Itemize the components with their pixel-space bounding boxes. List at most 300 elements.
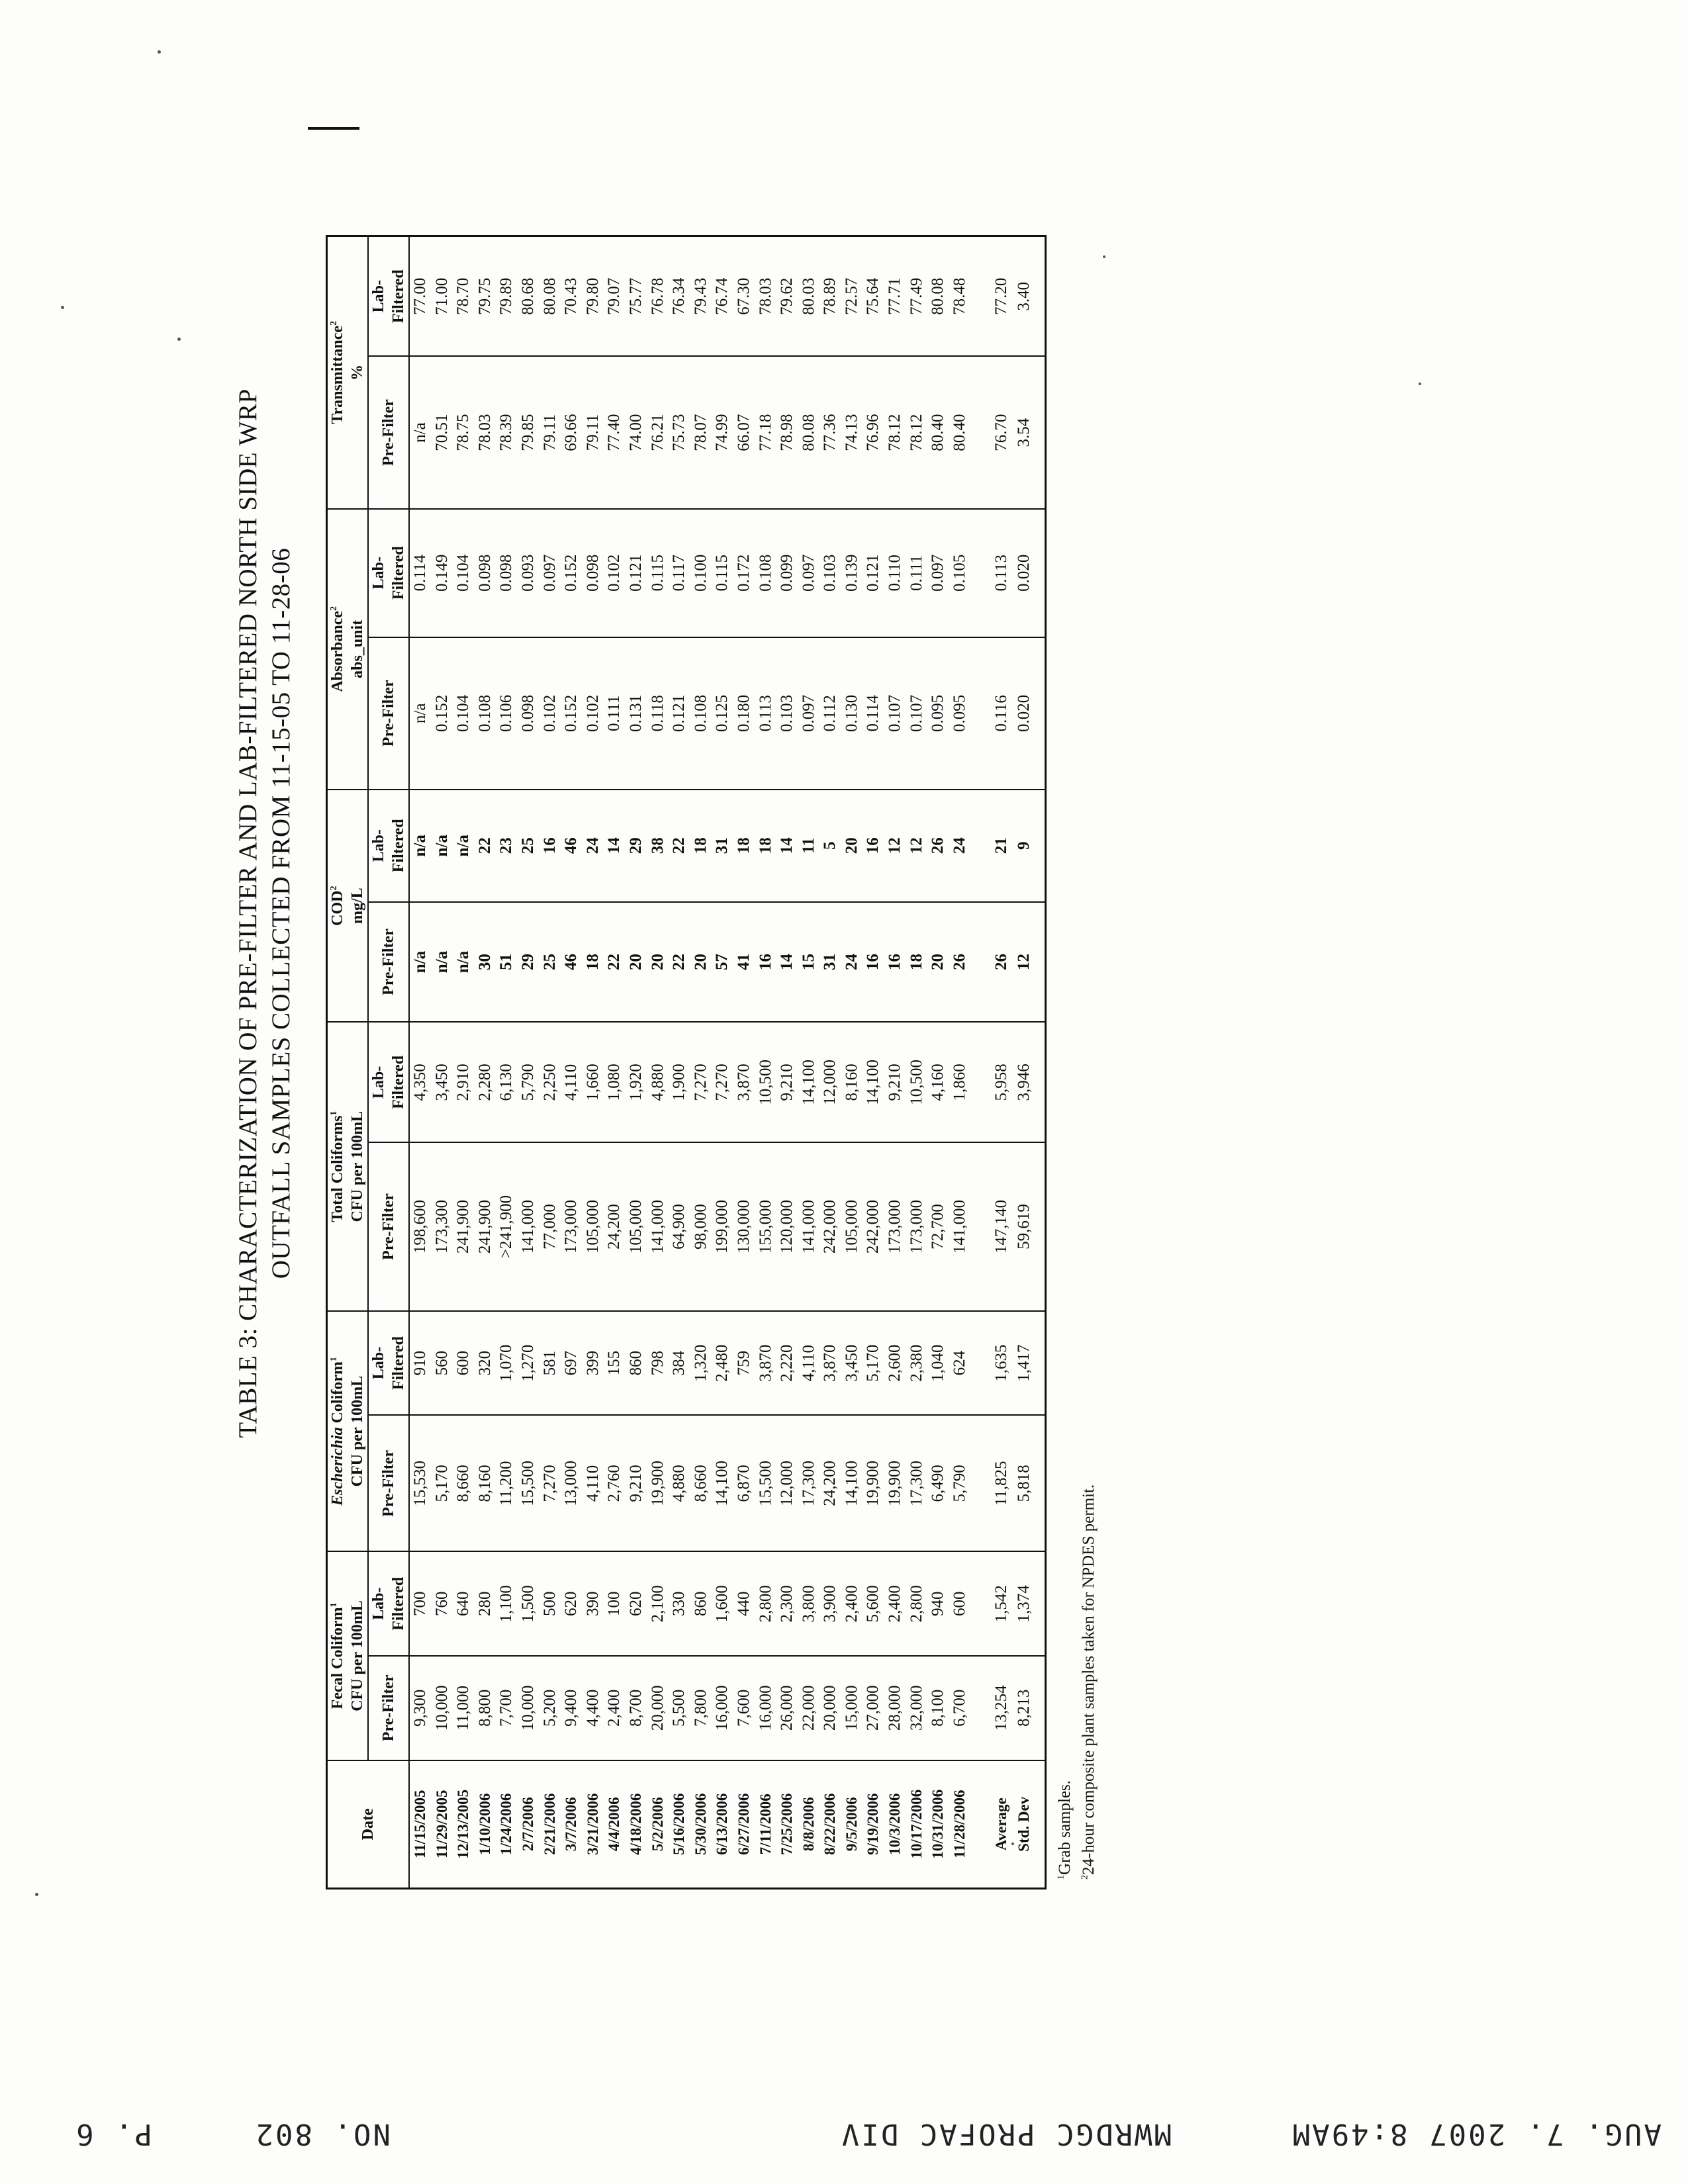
abs-pre-cell: 0.112 [820,637,841,790]
ec-pre-cell: 15,500 [518,1415,539,1551]
cod-pre-cell: 22 [669,902,690,1023]
tr-lab-cell: 76.34 [669,236,690,357]
scan-speck [1419,383,1421,385]
cod-lab-cell: 21 [990,790,1013,902]
tr-lab-cell: 79.75 [475,236,496,357]
cod-lab-cell: 12 [906,790,928,902]
tc-lab-cell: 10,500 [755,1022,777,1142]
cod-lab-cell: 18 [690,790,712,902]
cod-lab-cell: 18 [733,790,755,902]
date-cell: 3/7/2006 [561,1760,583,1889]
abs-pre-cell: 0.152 [432,637,453,790]
scan-speck [177,338,181,341]
tc-lab-cell: 4,160 [927,1022,949,1142]
tr-lab-cell: 78.70 [453,236,475,357]
ec-pre-cell: 9,210 [626,1415,647,1551]
tc-lab-cell: 10,500 [906,1022,928,1142]
fax-number: NO. 802 [254,2117,391,2151]
tr-pre-cell: 74.00 [626,356,647,508]
ec-lab-cell: 1,417 [1013,1311,1046,1416]
fc-pre-cell: 11,000 [453,1656,475,1760]
ec-pre-cell: 5,818 [1013,1415,1046,1551]
table-row [626,236,647,1889]
total-pre-filter-header: Pre-Filter [368,1142,409,1311]
tr-lab-cell: 79.89 [496,236,518,357]
abs-pre-cell: 0.097 [798,637,820,790]
cod-lab-cell: 22 [669,790,690,902]
ec-lab-cell: 1,070 [496,1311,518,1416]
cod-pre-cell: 18 [906,902,928,1023]
cod-pre-cell: 24 [841,902,863,1023]
cod-lab-cell: 46 [561,790,583,902]
fc-pre-cell: 4,400 [583,1656,604,1760]
tc-lab-cell: 2,910 [453,1022,475,1142]
date-cell: 8/8/2006 [798,1760,820,1889]
fc-pre-cell: 7,800 [690,1656,712,1760]
ecoli-pre-filter-header: Pre-Filter [368,1415,409,1551]
tr-lab-cell: 80.08 [927,236,949,357]
tr-lab-cell: 75.77 [626,236,647,357]
abs-lab-cell: 0.100 [690,509,712,637]
table-row [863,236,884,1889]
tr-pre-cell: 66.07 [733,356,755,508]
abs-pre-cell: 0.152 [561,637,583,790]
tc-pre-cell: 130,000 [733,1142,755,1311]
tr-pre-cell: 3.54 [1013,356,1046,508]
fc-pre-cell: 10,000 [518,1656,539,1760]
tc-lab-cell: 5,958 [990,1022,1013,1142]
cod-pre-cell: 25 [539,902,561,1023]
ec-lab-cell: 1,635 [990,1311,1013,1416]
tc-pre-cell: 59,619 [1013,1142,1046,1311]
abs-pre-cell: 0.131 [626,637,647,790]
date-cell: 2/21/2006 [539,1760,561,1889]
fc-pre-cell: 5,200 [539,1656,561,1760]
tr-pre-cell: 74.99 [712,356,733,508]
fax-header [0,2111,1688,2158]
fc-lab-cell: 390 [583,1551,604,1656]
tc-lab-cell: 5,790 [518,1022,539,1142]
cod-pre-cell: 31 [820,902,841,1023]
cod-pre-cell: 15 [798,902,820,1023]
fc-lab-cell: 280 [475,1551,496,1656]
cod-lab-cell: 16 [863,790,884,902]
ec-pre-cell: 8,660 [690,1415,712,1551]
abs-pre-cell: 0.180 [733,637,755,790]
date-cell: 11/15/2005 [409,1760,432,1889]
abs-pre-cell: 0.095 [927,637,949,790]
table-row [539,236,561,1889]
cod-lab-cell: 9 [1013,790,1046,902]
ec-lab-cell: 560 [432,1311,453,1416]
table-row [453,236,475,1889]
tr-lab-cell: 80.03 [798,236,820,357]
fc-pre-cell: 6,700 [949,1656,971,1760]
date-cell: Std. Dev [1013,1760,1046,1889]
ecoli-lab-filtered-header: Lab- Filtered [368,1311,409,1416]
fc-lab-cell: 1,542 [990,1551,1013,1656]
ec-pre-cell: 8,660 [453,1415,475,1551]
table-row [820,236,841,1889]
tr-lab-cell: 80.08 [539,236,561,357]
table-row [690,236,712,1889]
fc-lab-cell: 2,300 [776,1551,798,1656]
fc-pre-cell: 2,400 [604,1656,626,1760]
transmittance-header: Transmittance$^2$ % [327,236,369,509]
table-row [733,236,755,1889]
date-cell: 1/24/2006 [496,1760,518,1889]
tr-lab-cell: 78.89 [820,236,841,357]
ec-lab-cell: 2,600 [884,1311,906,1416]
ec-pre-cell: 13,000 [561,1415,583,1551]
abs-lab-cell: 0.102 [604,509,626,637]
date-cell: 4/4/2006 [604,1760,626,1889]
cod-pre-cell: 12 [1013,902,1046,1023]
fc-pre-cell: 7,600 [733,1656,755,1760]
tr-lab-cell: 67.30 [733,236,755,357]
transmittance-units: % [349,364,366,381]
tc-pre-cell: 141,000 [518,1142,539,1311]
tr-lab-cell: 71.00 [432,236,453,357]
fax-page: P. 6 [74,2117,152,2151]
tc-pre-cell: 173,000 [561,1142,583,1311]
cod-lab-cell: 16 [539,790,561,902]
fc-pre-cell: 7,700 [496,1656,518,1760]
ecoli-header: Escherichia Coliform$^1$ CFU per 100mL [327,1311,369,1552]
footnote-1: $^1$Grab samples. [1056,1780,1074,1880]
ec-pre-cell: 19,900 [863,1415,884,1551]
tr-pre-cell: 69.66 [561,356,583,508]
abs-pre-cell: 0.108 [475,637,496,790]
tc-pre-cell: 242,000 [820,1142,841,1311]
ec-pre-cell: 12,000 [776,1415,798,1551]
cod-pre-cell: 20 [927,902,949,1023]
ec-lab-cell: 1,270 [518,1311,539,1416]
fc-lab-cell: 620 [561,1551,583,1656]
table-row [561,236,583,1889]
tc-pre-cell: 173,000 [906,1142,928,1311]
fc-lab-cell: 5,600 [863,1551,884,1656]
abs-pre-cell: 0.114 [863,637,884,790]
ec-pre-cell: 19,900 [884,1415,906,1551]
fc-lab-cell: 1,500 [518,1551,539,1656]
ec-lab-cell: 860 [626,1311,647,1416]
ec-pre-cell: 2,760 [604,1415,626,1551]
tc-pre-cell: 241,900 [475,1142,496,1311]
fc-lab-cell: 2,100 [647,1551,669,1656]
tr-lab-cell: 78.03 [755,236,777,357]
cod-lab-cell: n/a [453,790,475,902]
abs-lab-cell: 0.111 [906,509,928,637]
abs-lab-cell: 0.093 [518,509,539,637]
tc-lab-cell: 7,270 [712,1022,733,1142]
fc-pre-cell: 32,000 [906,1656,928,1760]
abs-pre-cell: 0.103 [776,637,798,790]
tr-pre-cell: 76.21 [647,356,669,508]
ec-pre-cell: 5,170 [432,1415,453,1551]
tr-pre-cell: 76.70 [990,356,1013,508]
table-row [496,236,518,1889]
date-cell: 2/7/2006 [518,1760,539,1889]
fc-lab-cell: 500 [539,1551,561,1656]
fc-lab-cell: 760 [432,1551,453,1656]
absorbance-lab-filtered-header: Lab- Filtered [368,509,409,637]
ec-pre-cell: 8,160 [475,1415,496,1551]
ec-lab-cell: 3,870 [820,1311,841,1416]
cod-lab-cell: 22 [475,790,496,902]
fc-pre-cell: 22,000 [798,1656,820,1760]
tc-lab-cell: 12,000 [820,1022,841,1142]
fc-pre-cell: 8,700 [626,1656,647,1760]
abs-lab-cell: 0.115 [647,509,669,637]
abs-lab-cell: 0.097 [927,509,949,637]
tc-pre-cell: 120,000 [776,1142,798,1311]
fc-lab-cell: 1,374 [1013,1551,1046,1656]
transmittance-lab-filtered-header: Lab- Filtered [368,236,409,357]
abs-pre-cell: 0.102 [583,637,604,790]
abs-lab-cell: 0.020 [1013,509,1046,637]
fc-pre-cell: 8,213 [1013,1656,1046,1760]
date-cell: 5/2/2006 [647,1760,669,1889]
cod-lab-cell: 18 [755,790,777,902]
ec-lab-cell: 600 [453,1311,475,1416]
tc-pre-cell: 155,000 [755,1142,777,1311]
date-cell: 11/29/2005 [432,1760,453,1889]
ec-lab-cell: 2,480 [712,1311,733,1416]
cod-pre-cell: 26 [990,902,1013,1023]
cod-lab-cell: 14 [776,790,798,902]
footnote-2: $^2$24-hour composite plant samples taken for NPDES permit. [1080,1484,1098,1880]
fc-pre-cell: 15,000 [841,1656,863,1760]
abs-lab-cell: 0.152 [561,509,583,637]
tc-lab-cell: 1,080 [604,1022,626,1142]
cod-pre-cell: 20 [647,902,669,1023]
tc-lab-cell: 2,250 [539,1022,561,1142]
tc-lab-cell: 6,130 [496,1022,518,1142]
fc-lab-cell: 860 [690,1551,712,1656]
fc-pre-cell: 27,000 [863,1656,884,1760]
tr-pre-cell: 76.96 [863,356,884,508]
tc-pre-cell: 173,300 [432,1142,453,1311]
tr-lab-cell: 70.43 [561,236,583,357]
abs-lab-cell: 0.104 [453,509,475,637]
table-row [432,236,453,1889]
tr-pre-cell: 78.12 [884,356,906,508]
table-row [1013,236,1046,1889]
absorbance-pre-filter-header: Pre-Filter [368,637,409,790]
tr-lab-cell: 79.43 [690,236,712,357]
ec-lab-cell: 2,220 [776,1311,798,1416]
cod-lab-cell: 20 [841,790,863,902]
abs-lab-cell: 0.098 [583,509,604,637]
cod-pre-cell: 18 [583,902,604,1023]
abs-pre-cell: 0.113 [755,637,777,790]
tc-pre-cell: 141,000 [647,1142,669,1311]
tr-pre-cell: 74.13 [841,356,863,508]
abs-pre-cell: 0.111 [604,637,626,790]
scan-speck [61,306,64,309]
abs-lab-cell: 0.172 [733,509,755,637]
ecoli-units: CFU per 100mL [349,1375,366,1487]
fc-pre-cell: 20,000 [647,1656,669,1760]
fc-pre-cell: 16,000 [755,1656,777,1760]
abs-pre-cell: 0.095 [949,637,971,790]
ec-lab-cell: 624 [949,1311,971,1416]
cod-pre-cell: 16 [863,902,884,1023]
footnotes [1053,0,1101,1880]
date-cell: 6/27/2006 [733,1760,755,1889]
rotated-table-page [232,0,1357,1926]
tr-pre-cell: 77.40 [604,356,626,508]
abs-lab-cell: 0.103 [820,509,841,637]
fc-lab-cell: 600 [949,1551,971,1656]
abs-pre-cell: 0.106 [496,637,518,790]
absorbance-units: abs_unit [349,619,366,678]
cod-pre-cell: 22 [604,902,626,1023]
tc-lab-cell: 8,160 [841,1022,863,1142]
cod-pre-cell: 16 [884,902,906,1023]
abs-lab-cell: 0.113 [990,509,1013,637]
cod-pre-cell: 14 [776,902,798,1023]
cod-lab-cell: 26 [927,790,949,902]
spacer-row [970,236,990,1889]
cod-lab-cell: 5 [820,790,841,902]
absorbance-header: Absorbance$^2$ abs_unit [327,509,369,790]
tc-lab-cell: 1,860 [949,1022,971,1142]
ec-pre-cell: 24,200 [820,1415,841,1551]
tc-pre-cell: 77,000 [539,1142,561,1311]
date-cell: 9/5/2006 [841,1760,863,1889]
cod-pre-cell: 41 [733,902,755,1023]
cod-lab-cell: 11 [798,790,820,902]
tc-pre-cell: 141,000 [949,1142,971,1311]
table-row [798,236,820,1889]
fecal-units: CFU per 100mL [349,1600,366,1711]
date-cell: 10/3/2006 [884,1760,906,1889]
table-row [604,236,626,1889]
table-row [841,236,863,1889]
cod-pre-cell: 20 [690,902,712,1023]
ec-pre-cell: 19,900 [647,1415,669,1551]
total-lab-filtered-header: Lab- Filtered [368,1022,409,1142]
ec-pre-cell: 4,110 [583,1415,604,1551]
fc-pre-cell: 20,000 [820,1656,841,1760]
ec-pre-cell: 17,300 [798,1415,820,1551]
table-row [755,236,777,1889]
ec-lab-cell: 581 [539,1311,561,1416]
tr-lab-cell: 79.62 [776,236,798,357]
abs-lab-cell: 0.121 [863,509,884,637]
cod-lab-cell: 14 [604,790,626,902]
tr-lab-cell: 76.74 [712,236,733,357]
ec-lab-cell: 697 [561,1311,583,1416]
abs-pre-cell: 0.102 [539,637,561,790]
tc-lab-cell: 1,920 [626,1022,647,1142]
table-row [647,236,669,1889]
ec-pre-cell: 6,490 [927,1415,949,1551]
date-header: Date [327,1760,410,1889]
tr-lab-cell: 79.80 [583,236,604,357]
ec-lab-cell: 3,870 [755,1311,777,1416]
abs-lab-cell: 0.114 [409,509,432,637]
table-row [776,236,798,1889]
tr-pre-cell: 79.85 [518,356,539,508]
table-row [927,236,949,1889]
table-row [583,236,604,1889]
abs-lab-cell: 0.121 [626,509,647,637]
date-cell: 9/19/2006 [863,1760,884,1889]
ec-lab-cell: 910 [409,1311,432,1416]
tr-lab-cell: 75.64 [863,236,884,357]
tc-lab-cell: 7,270 [690,1022,712,1142]
tc-pre-cell: 105,000 [841,1142,863,1311]
ec-lab-cell: 4,110 [798,1311,820,1416]
date-cell: 8/22/2006 [820,1760,841,1889]
ec-pre-cell: 17,300 [906,1415,928,1551]
cod-pre-cell: 30 [475,902,496,1023]
tr-lab-cell: 77.00 [409,236,432,357]
tc-lab-cell: 4,350 [409,1022,432,1142]
cod-pre-cell: 29 [518,902,539,1023]
date-cell: 10/31/2006 [927,1760,949,1889]
tr-pre-cell: 80.40 [949,356,971,508]
tr-pre-cell: 78.39 [496,356,518,508]
tr-pre-cell: 77.18 [755,356,777,508]
ec-lab-cell: 1,320 [690,1311,712,1416]
ec-lab-cell: 798 [647,1311,669,1416]
table-title [232,0,298,1926]
tr-lab-cell: 77.71 [884,236,906,357]
ec-pre-cell: 4,880 [669,1415,690,1551]
date-cell: 10/17/2006 [906,1760,928,1889]
abs-pre-cell: 0.098 [518,637,539,790]
tc-lab-cell: 14,100 [863,1022,884,1142]
date-cell: 7/11/2006 [755,1760,777,1889]
cod-pre-cell: 57 [712,902,733,1023]
cod-lab-cell: 38 [647,790,669,902]
tr-lab-cell: 76.78 [647,236,669,357]
abs-pre-cell: 0.118 [647,637,669,790]
fc-lab-cell: 100 [604,1551,626,1656]
tr-pre-cell: 78.03 [475,356,496,508]
tr-lab-cell: 80.68 [518,236,539,357]
cod-pre-cell: n/a [409,902,432,1023]
ec-pre-cell: 14,100 [712,1415,733,1551]
tc-lab-cell: 3,450 [432,1022,453,1142]
table-body [409,236,1046,1889]
cod-lab-cell: 24 [949,790,971,902]
fc-lab-cell: 3,900 [820,1551,841,1656]
tc-pre-cell: 105,000 [583,1142,604,1311]
ec-pre-cell: 15,500 [755,1415,777,1551]
tc-pre-cell: 147,140 [990,1142,1013,1311]
fc-pre-cell: 9,300 [409,1656,432,1760]
table-title-line-1: TABLE 3: CHARACTERIZATION OF PRE-FILTER AND LAB-FILTERED NORTH SIDE WRP [234,388,262,1438]
tc-pre-cell: 72,700 [927,1142,949,1311]
fc-pre-cell: 8,100 [927,1656,949,1760]
abs-lab-cell: 0.105 [949,509,971,637]
tc-lab-cell: 9,210 [884,1022,906,1142]
tr-lab-cell: 3.40 [1013,236,1046,357]
fc-lab-cell: 2,800 [755,1551,777,1656]
cod-lab-cell: n/a [409,790,432,902]
fc-lab-cell: 1,600 [712,1551,733,1656]
ec-lab-cell: 3,450 [841,1311,863,1416]
abs-pre-cell: n/a [409,637,432,790]
total-units: CFU per 100mL [349,1111,366,1222]
cod-lab-cell: 23 [496,790,518,902]
fc-lab-cell: 620 [626,1551,647,1656]
